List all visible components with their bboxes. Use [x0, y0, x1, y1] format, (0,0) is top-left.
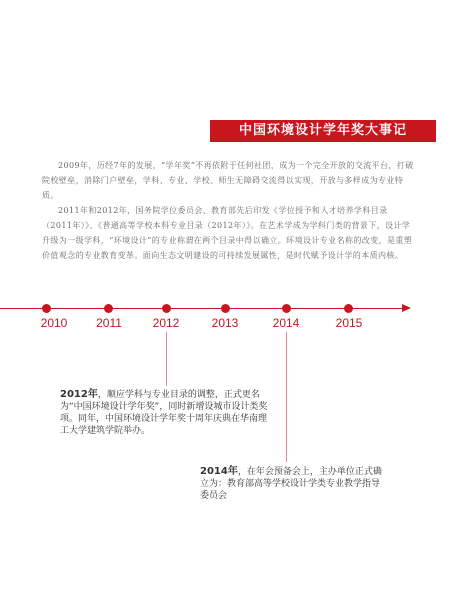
- timeline-dot-2014: [282, 304, 291, 313]
- timeline-year-2010: 2010: [40, 316, 68, 330]
- event-connector-2012: [166, 332, 167, 386]
- timeline-year-2014: 2014: [272, 316, 300, 330]
- timeline-dot-2011: [104, 304, 113, 313]
- timeline-arrow-icon: [402, 304, 411, 312]
- timeline-dot-2015: [344, 304, 353, 313]
- intro-paragraph-2: 2011年和2012年，国务院学位委员会、教育部先后印发《学位授予和人才培养学科目录（2011年）》、《普通高等学校本科专业目录（2012年）》。在艺术学成为学科门类的背景下，设计学升级为一级学科，“环境设计”的专业称谓在两个目录中得以确立。环境设计专业名称的改变，是重塑价值观念的专业教育变革。面向生态文明建设的可持续发展属性，是时代赋予设计学的本质内核。: [42, 206, 413, 260]
- event-2012-year: 2012年: [60, 389, 98, 400]
- event-2012-text: ，顺应学科与专业目录的调整，正式更名为“中国环境设计学年奖”，同时新增设城市设计类奖项。同年，中国环境设计学年奖十周年庆典在华南理工大学建筑学院举办。: [60, 390, 268, 436]
- event-2014-text: ，在年会预备会上，主办单位正式确立为：教育部高等学校设计学类专业教学指导委员会: [200, 467, 382, 501]
- intro-paragraph-1: 2009年，历经7年的发展，“学年奖”不再依附于任何社团，成为一个完全开放的交流平台，打破院校壁垒，消除门户壁垒，学科、专业、学校、师生无障碍交流得以实现，开放与多样成为专业特质。: [42, 161, 414, 200]
- timeline-dot-2013: [221, 304, 230, 313]
- event-2012: [60, 389, 274, 437]
- timeline-year-2012: 2012: [152, 316, 180, 330]
- event-2014-year: 2014年: [200, 466, 238, 477]
- timeline-year-2011: 2011: [96, 316, 122, 330]
- event-2014: [200, 466, 384, 502]
- timeline-year-2015: 2015: [335, 316, 363, 330]
- timeline-dot-2012: [162, 304, 171, 313]
- event-connector-2014: [286, 332, 287, 462]
- timeline-dot-2010: [42, 304, 51, 313]
- intro-text: [42, 158, 416, 263]
- timeline-year-2013: 2013: [211, 316, 239, 330]
- page-title: 中国环境设计学年奖大事记: [210, 120, 436, 142]
